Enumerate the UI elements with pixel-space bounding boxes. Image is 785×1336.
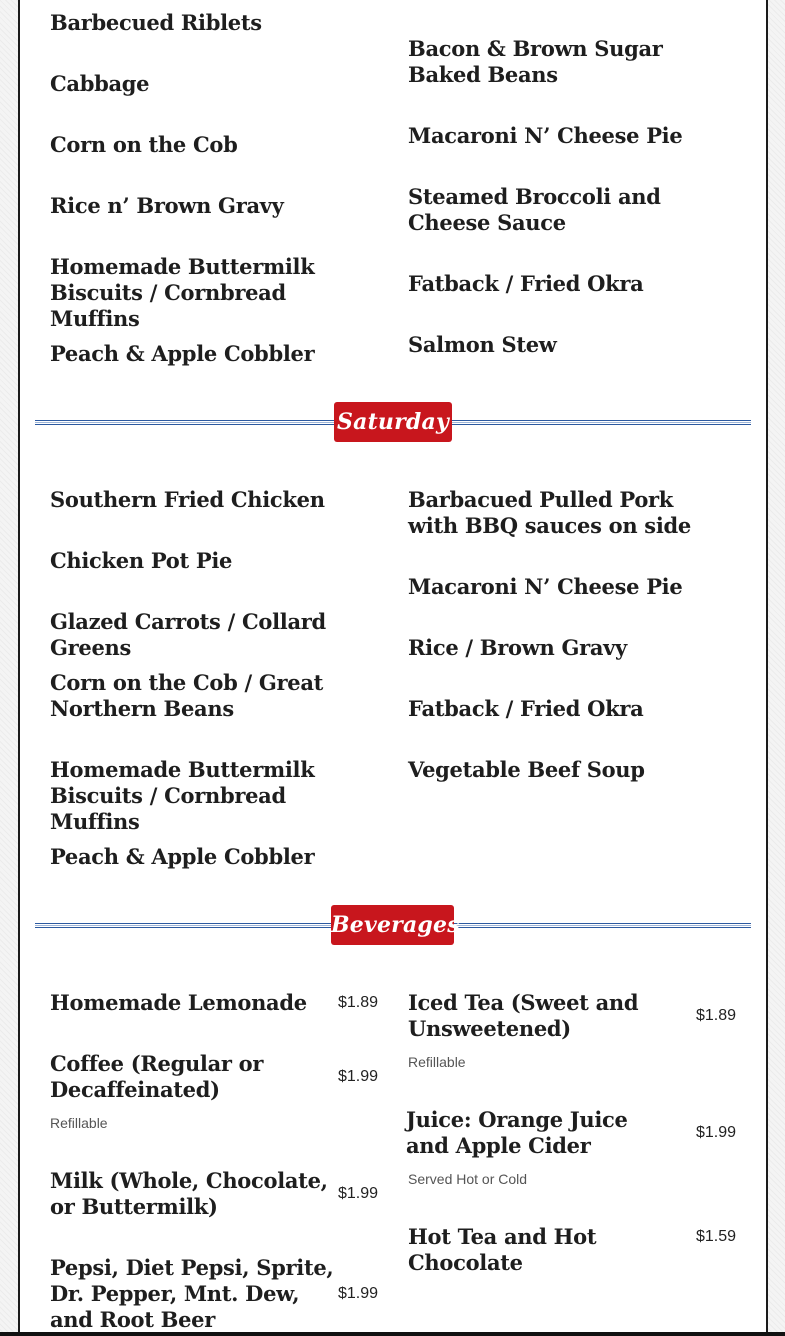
menu-item: Glazed Carrots / Collard Greens (50, 609, 326, 660)
menu-item: Homemade Buttermilk Biscuits / Cornbread Muffins (50, 254, 315, 331)
beverage-name: Milk (Whole, Chocolate, or Buttermilk) (50, 1168, 328, 1219)
menu-item: Barbecued Riblets (50, 10, 262, 35)
menu-item: Peach & Apple Cobbler (50, 844, 315, 869)
beverage-price: $1.89 (695, 1007, 736, 1024)
beverage-price: $1.99 (695, 1124, 736, 1141)
beverage-name: Juice: Orange Juice and Apple Cider (406, 1107, 628, 1158)
menu-item: Corn on the Cob / Great Northern Beans (50, 670, 324, 721)
beverage-price: $1.89 (337, 994, 378, 1011)
beverage-price: $1.99 (337, 1285, 378, 1302)
menu-item: Rice n’ Brown Gravy (50, 193, 284, 218)
menu-item: Fatback / Fried Okra (408, 271, 644, 296)
beverage-name: Hot Tea and Hot Chocolate (408, 1224, 597, 1275)
menu-item: Chicken Pot Pie (50, 548, 233, 573)
beverage-name: Iced Tea (Sweet and Unsweetened) (408, 990, 639, 1041)
menu-item: Cabbage (50, 71, 150, 96)
menu-item: Macaroni N’ Cheese Pie (408, 574, 683, 599)
menu-item: Fatback / Fried Okra (408, 696, 644, 721)
menu-item: Steamed Broccoli and Cheese Sauce (408, 184, 661, 235)
menu-item: Bacon & Brown Sugar Baked Beans (408, 36, 663, 87)
bottom-border (0, 1332, 785, 1336)
beverage-name: Coffee (Regular or Decaffeinated) (50, 1051, 264, 1102)
beverage-note: Served Hot or Cold (408, 1171, 528, 1187)
beverage-note: Refillable (408, 1054, 466, 1070)
menu-item: Rice / Brown Gravy (408, 635, 627, 660)
beverage-price: $1.99 (337, 1185, 378, 1202)
menu-item: Homemade Buttermilk Biscuits / Cornbread Muffins (50, 757, 315, 834)
beverage-name: Homemade Lemonade (50, 990, 307, 1015)
beverage-price: $1.59 (695, 1228, 736, 1245)
beverage-name: Pepsi, Diet Pepsi, Sprite, Dr. Pepper, Mnt. Dew, and Root Beer (50, 1255, 334, 1332)
beverage-note: Refillable (50, 1115, 108, 1131)
menu-item: Southern Fried Chicken (50, 487, 325, 512)
menu-item: Salmon Stew (408, 332, 557, 357)
beverages-heading: Beverages (331, 905, 454, 945)
beverage-price: $1.99 (337, 1068, 378, 1085)
menu-item: Macaroni N’ Cheese Pie (408, 123, 683, 148)
menu-item: Peach & Apple Cobbler (50, 341, 315, 366)
menu-item: Vegetable Beef Soup (408, 757, 645, 782)
menu-item: Barbacued Pulled Pork with BBQ sauces on side (408, 487, 691, 538)
menu-item: Corn on the Cob (50, 132, 238, 157)
saturday-heading: Saturday (334, 402, 452, 442)
